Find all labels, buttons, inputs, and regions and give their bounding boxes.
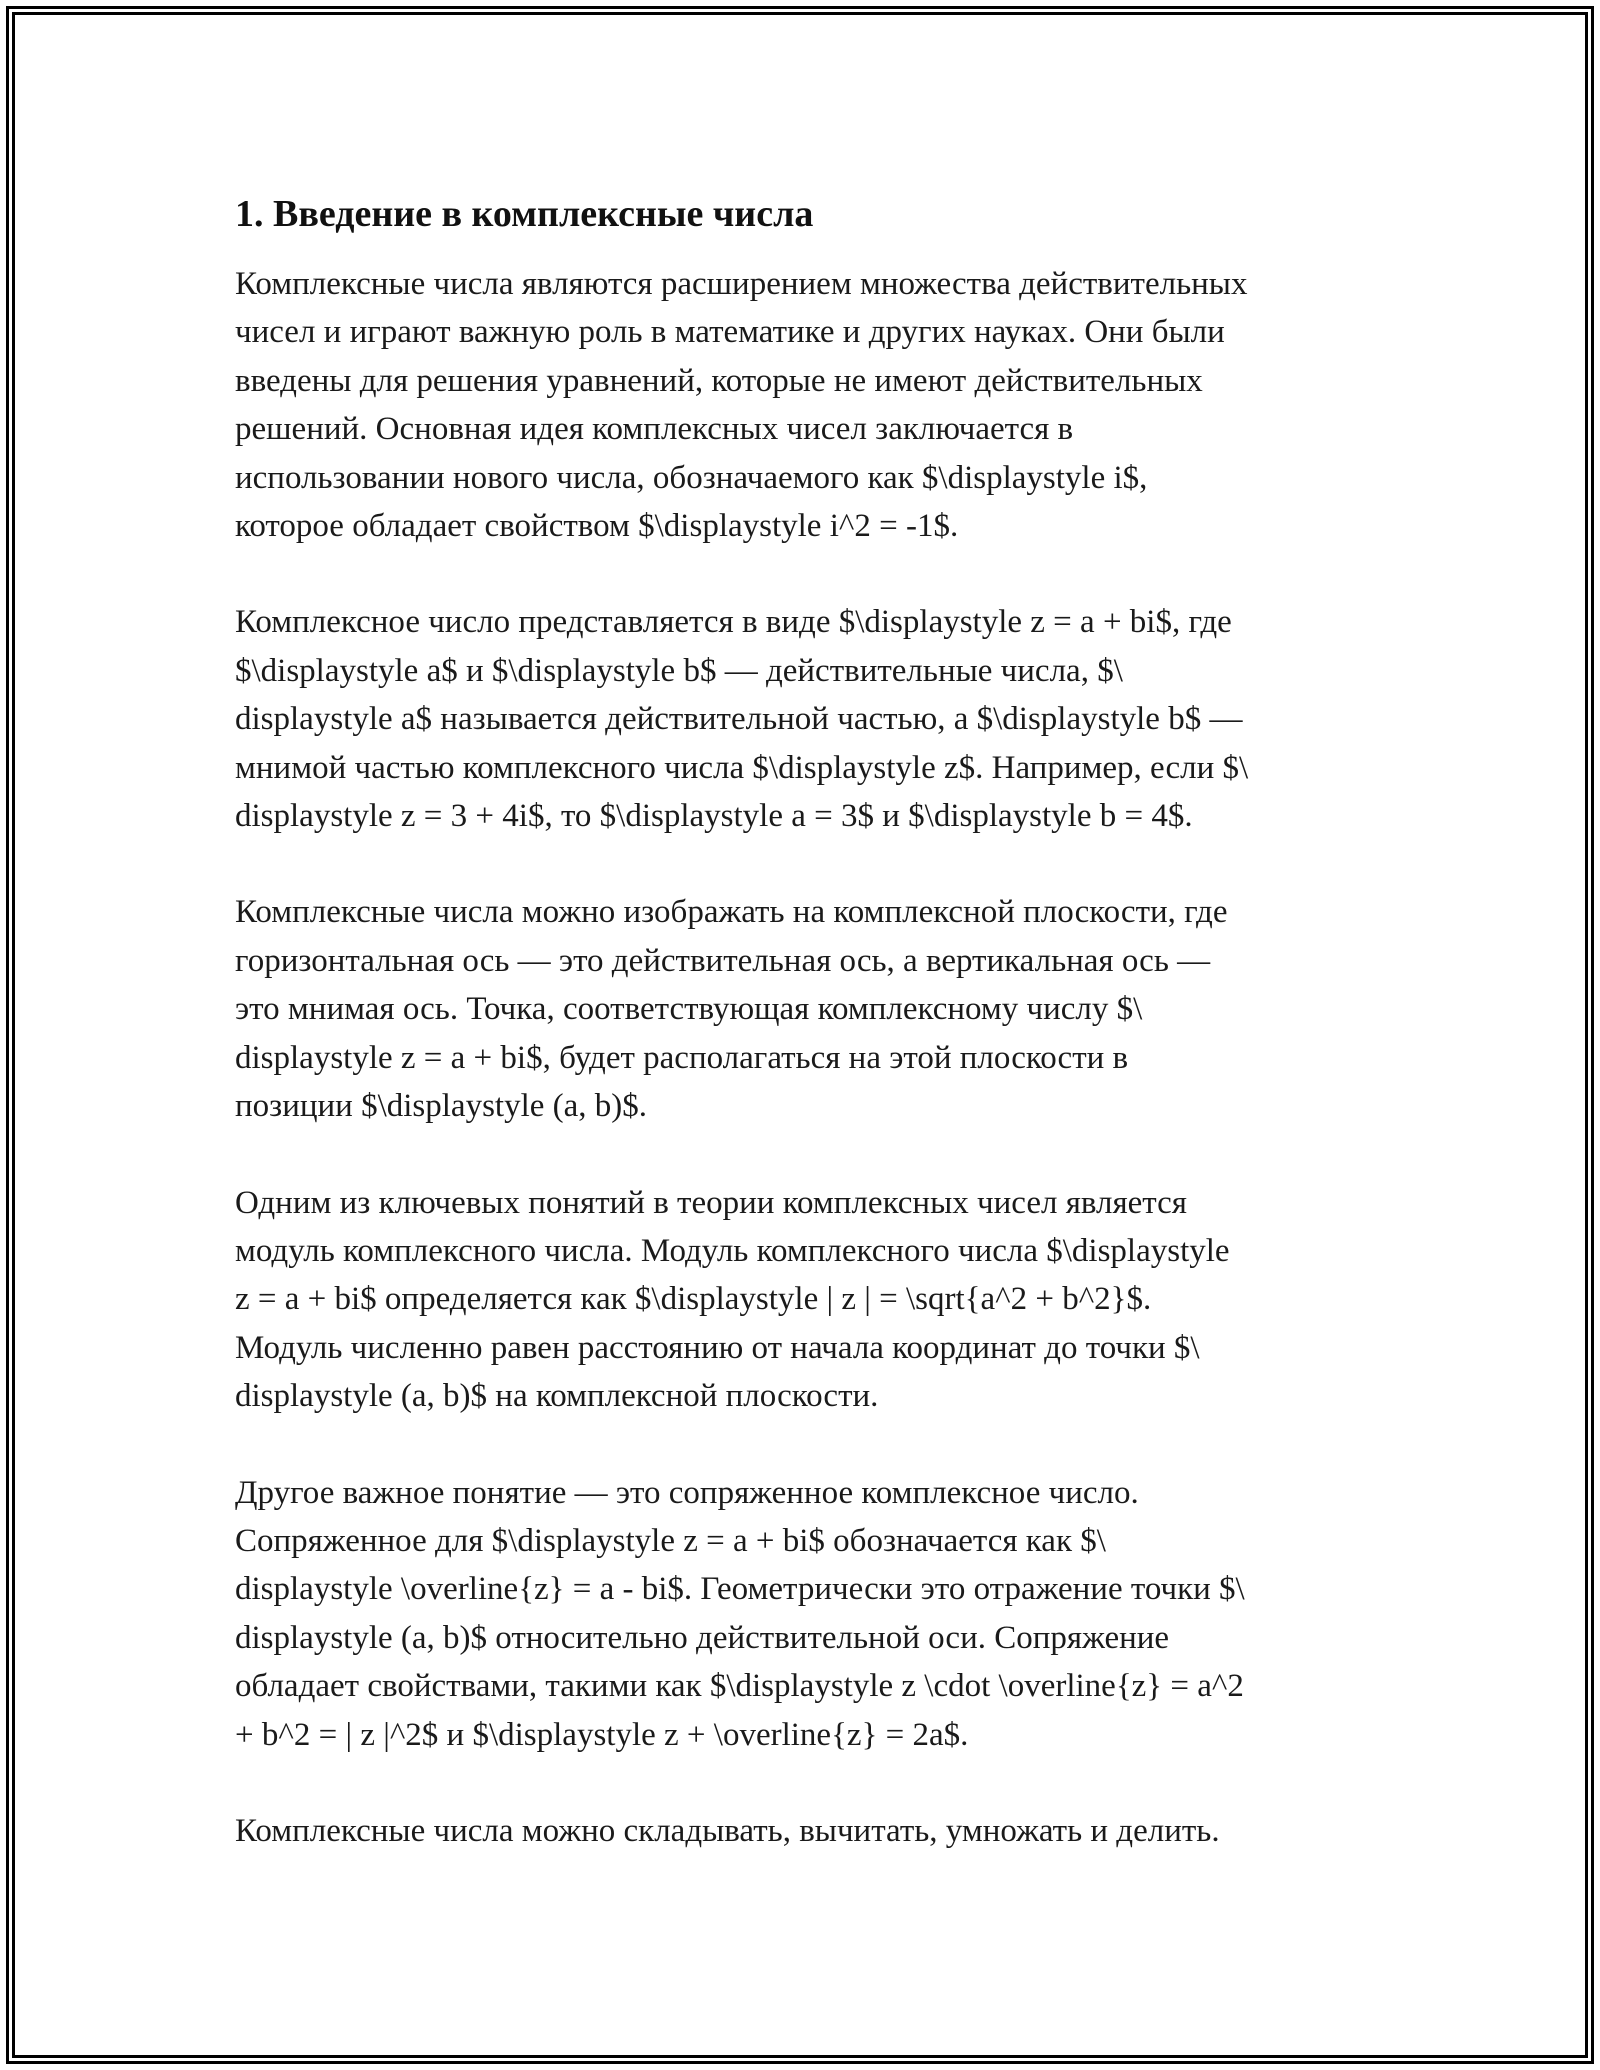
text-line: displaystyle z = a + bi$, будет располагаться на этой плоскости в: [235, 1039, 1129, 1076]
text-line: Комплексные числа можно изображать на комплексной плоскости, где: [235, 894, 1228, 931]
section-heading: 1. Введение в комплексные числа: [235, 193, 814, 235]
text-line: введены для решения уравнений, которые не имеют действительных: [235, 362, 1203, 399]
paragraph-introduction: [235, 260, 1385, 550]
paragraph-modulus: [235, 1179, 1385, 1421]
text-line: displaystyle a$ называется действительной частью, а $\displaystyle b$ —: [235, 701, 1243, 738]
text-line: displaystyle \overline{z} = a - bi$. Геометрически это отражение точки $\: [235, 1571, 1245, 1608]
text-line: displaystyle z = 3 + 4i$, то $\displaystyle a = 3$ и $\displaystyle b = 4$.: [235, 798, 1193, 835]
text-line: $\displaystyle a$ и $\displaystyle b$ — действительные числа, $\: [235, 652, 1123, 689]
paragraph-representation: [235, 598, 1385, 840]
text-line: Модуль численно равен расстоянию от начала координат до точки $\: [235, 1329, 1200, 1366]
text-line: модуль комплексного числа. Модуль комплексного числа $\displaystyle: [235, 1232, 1230, 1269]
text-line: которое обладает свойством $\displaystyle i^2 = -1$.: [235, 508, 959, 545]
text-line: чисел и играют важную роль в математике и других науках. Они были: [235, 314, 1225, 351]
text-line: это мнимая ось. Точка, соответствующая комплексному числу $\: [235, 991, 1143, 1028]
paragraph-conjugate: [235, 1469, 1385, 1759]
text-line: z = a + bi$ определяется как $\displaystyle | z | = \sqrt{a^2 + b^2}$.: [235, 1281, 1152, 1318]
text-line: Другое важное понятие — это сопряженное комплексное число.: [235, 1474, 1139, 1511]
text-line: обладает свойствами, такими как $\displaystyle z \cdot \overline{z} = a^2: [235, 1668, 1244, 1705]
text-line: displaystyle (a, b)$ на комплексной плоскости.: [235, 1378, 879, 1415]
text-line: Сопряженное для $\displaystyle z = a + bi$ обозначается как $\: [235, 1522, 1106, 1559]
paragraph-operations: [235, 1807, 1385, 1855]
text-line: Одним из ключевых понятий в теории комплексных чисел является: [235, 1184, 1187, 1221]
text-line: displaystyle (a, b)$ относительно действительной оси. Сопряжение: [235, 1619, 1170, 1656]
text-line: Комплексные числа являются расширением множества действительных: [235, 266, 1248, 302]
text-line: + b^2 = | z |^2$ и $\displaystyle z + \overline{z} = 2a$.: [235, 1716, 969, 1753]
text-line: горизонтальная ось — это действительная ось, а вертикальная ось —: [235, 942, 1211, 979]
paragraph-complex-plane: [235, 888, 1385, 1130]
text-line: Комплексное число представляется в виде $\displaystyle z = a + bi$, где: [235, 604, 1232, 641]
text-line: решений. Основная идея комплексных чисел заключается в: [235, 411, 1074, 448]
text-line: позиции $\displaystyle (a, b)$.: [235, 1088, 648, 1125]
text-line: использовании нового числа, обозначаемого как $\displaystyle i$,: [235, 459, 1148, 496]
text-line: Комплексные числа можно складывать, вычитать, умножать и делить.: [235, 1812, 1220, 1849]
document-body: [235, 186, 1385, 1903]
text-line: мнимой частью комплексного числа $\displaystyle z$. Например, если $\: [235, 749, 1249, 786]
